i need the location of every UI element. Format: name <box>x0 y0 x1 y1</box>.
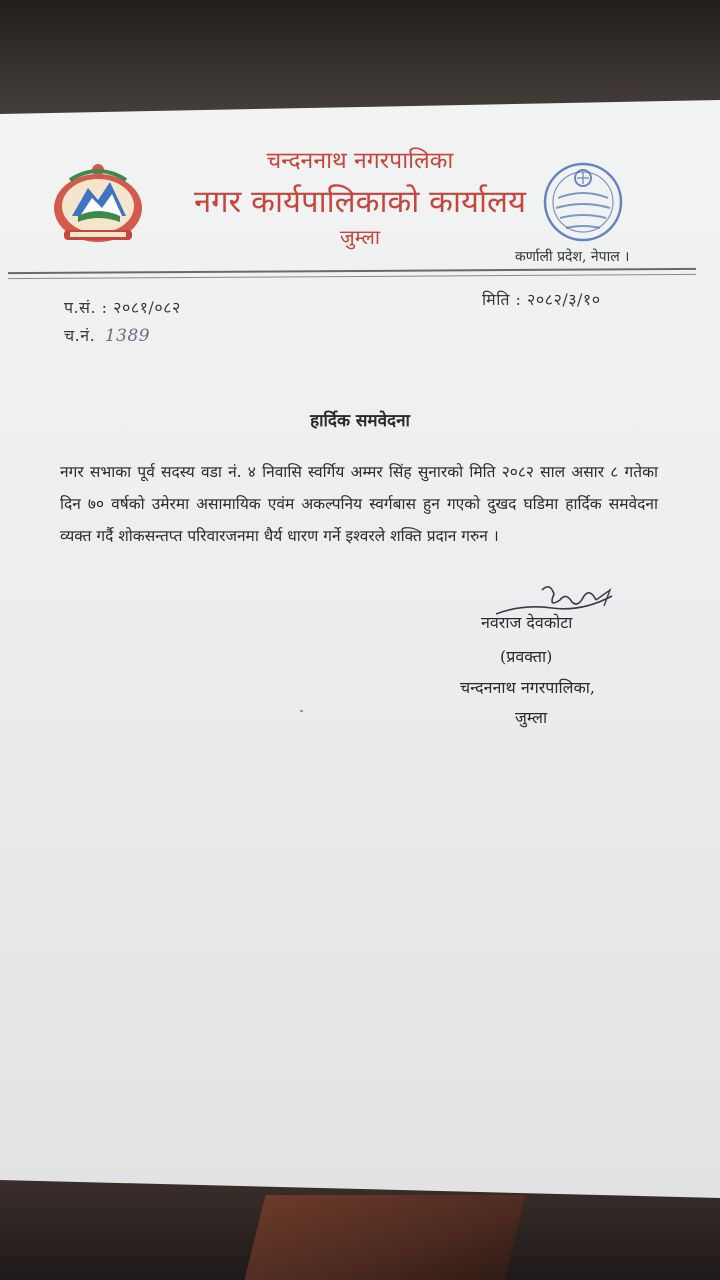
signatory-role: (प्रवक्ता) <box>500 647 553 666</box>
province-label: कर्णाली प्रदेश, नेपाल । <box>515 249 630 265</box>
district-name: जुम्ला <box>339 225 381 249</box>
dispatch-value: 1389 <box>104 326 151 346</box>
signatory-place: जुम्ला <box>515 708 548 727</box>
date-label: मिति : <box>482 290 522 309</box>
ref-value: २०८१/०८२ <box>113 298 181 317</box>
letter-title: हार्दिक समवेदना <box>310 411 410 431</box>
dispatch-number <box>64 324 150 346</box>
letter-date <box>482 288 601 310</box>
municipality-name: चन्दननाथ नगरपालिका <box>266 148 454 174</box>
signatory-organization: चन्दननाथ नगरपालिका, <box>460 678 595 697</box>
ref-label: प.सं. : <box>64 298 108 317</box>
municipality-stamp-icon <box>540 158 626 246</box>
paper-speck <box>300 710 303 712</box>
date-value: २०८२/३/१० <box>527 290 601 309</box>
dispatch-label: च.नं. <box>64 326 96 345</box>
reference-number <box>64 296 181 318</box>
office-name: नगर कार्यपालिकाको कार्यालय <box>193 184 527 220</box>
wooden-object <box>244 1195 525 1280</box>
signatory-name: नवराज देवकोटा <box>481 613 573 632</box>
letter-body: नगर सभाका पूर्व सदस्य वडा नं. ४ निवासि स्वर्गिय अम्मर सिंह सुनारको मिति २०८२ साल असार ८ गतेका दिन ७० वर्षको उमेरमा असामायिक एवंम अकल्पनिय स्वर्गबास हुन गएको दुखद घडिमा हार्दिक समवेदना व्यक्त गर्दै शोकसन्तप्त परिवारजनमा धैर्य धारण गर्ने इश्वरले शक्ति प्रदान गरुन । <box>60 463 658 545</box>
